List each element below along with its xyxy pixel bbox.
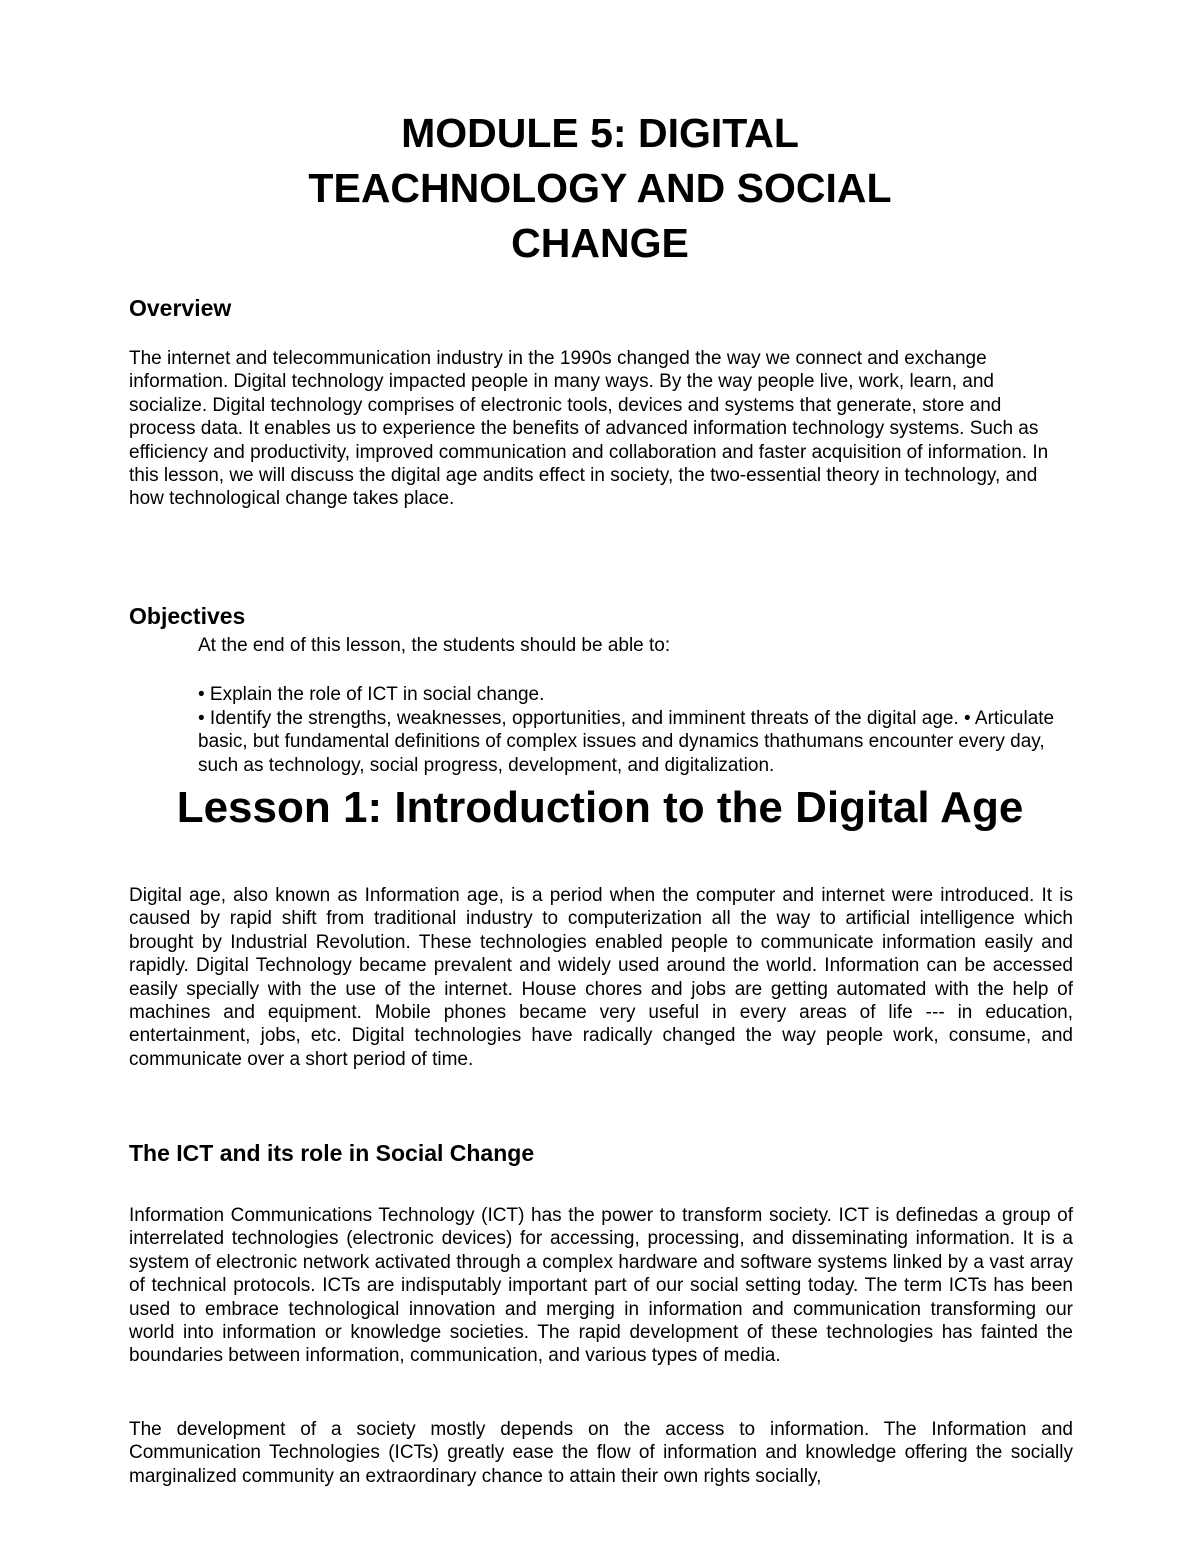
module-title [200,106,1000,271]
lesson-title: Lesson 1: Introduction to the Digital Age [176,783,1024,832]
ict-paragraph-2: The development of a society mostly depends on the access to information. The Information and Communication Technologies (ICTs) greatly ease the flow of information and knowledge offering the socially marginalized community an extraordinary chance to attain their own rights socially, [129,1419,1073,1487]
overview-paragraph: The internet and telecommunication industry in the 1990s changed the way we connect and exchange information. Digital technology impacted people in many ways. By the way people live, work, learn, and socialize. Digital technology comprises of electronic tools, devices and systems that generate, store and process data. It enables us to experience the benefits of advanced information technology systems. Such as efficiency and productivity, improved communication and collaboration and faster acquisition of information. In this lesson, we will discuss the digital age andits effect in society, the two-essential theory in technology, and how technological change takes place. [129,348,1049,510]
overview-heading: Overview [129,295,232,321]
ict-heading: The ICT and its role in Social Change [129,1140,535,1166]
objectives-intro: At the end of this lesson, the students should be able to: [198,635,671,656]
objective-bullet-2: • Identify the strengths, weaknesses, opportunities, and imminent threats of the digital age. • Articulate basic, but fundamental definitions of complex issues and dynamics thathumans encounter every day, such as technology, social progress, development, and digitalization. [198,708,1055,776]
module-title-line-3: CHANGE [511,220,689,266]
objectives-heading: Objectives [129,603,246,629]
lesson-paragraph: Digital age, also known as Information age, is a period when the computer and internet were introduced. It is caused by rapid shift from traditional industry to computerization all the way to artificial intelligence which brought by Industrial Revolution. These technologies enabled people to communicate information easily and rapidly. Digital Technology became prevalent and widely used around the world. Information can be accessed easily specially with the use of the internet. House chores and jobs are getting automated with the help of machines and equipment. Mobile phones became very useful in every areas of life --- in education, entertainment, jobs, etc. Digital technologies have radically changed the way people work, consume, and communicate over a short period of time. [129,885,1073,1070]
module-title-line-1: MODULE 5: DIGITAL [401,110,799,156]
objective-bullet-1: • Explain the role of ICT in social change. [198,684,545,705]
module-title-line-2: TEACHNOLOGY AND SOCIAL [308,165,892,211]
ict-paragraph-1: Information Communications Technology (ICT) has the power to transform society. ICT is definedas a group of interrelated technologies (electronic devices) for accessing, processing, and disseminating information. It is a system of electronic network activated through a complex hardware and software systems linked by a vast array of technical protocols. ICTs are indisputably important part of our social setting today. The term ICTs has been used to embrace technological innovation and merging in information and communication transforming our world into information or knowledge societies. The rapid development of these technologies has fainted the boundaries between information, communication, and various types of media. [129,1205,1073,1367]
